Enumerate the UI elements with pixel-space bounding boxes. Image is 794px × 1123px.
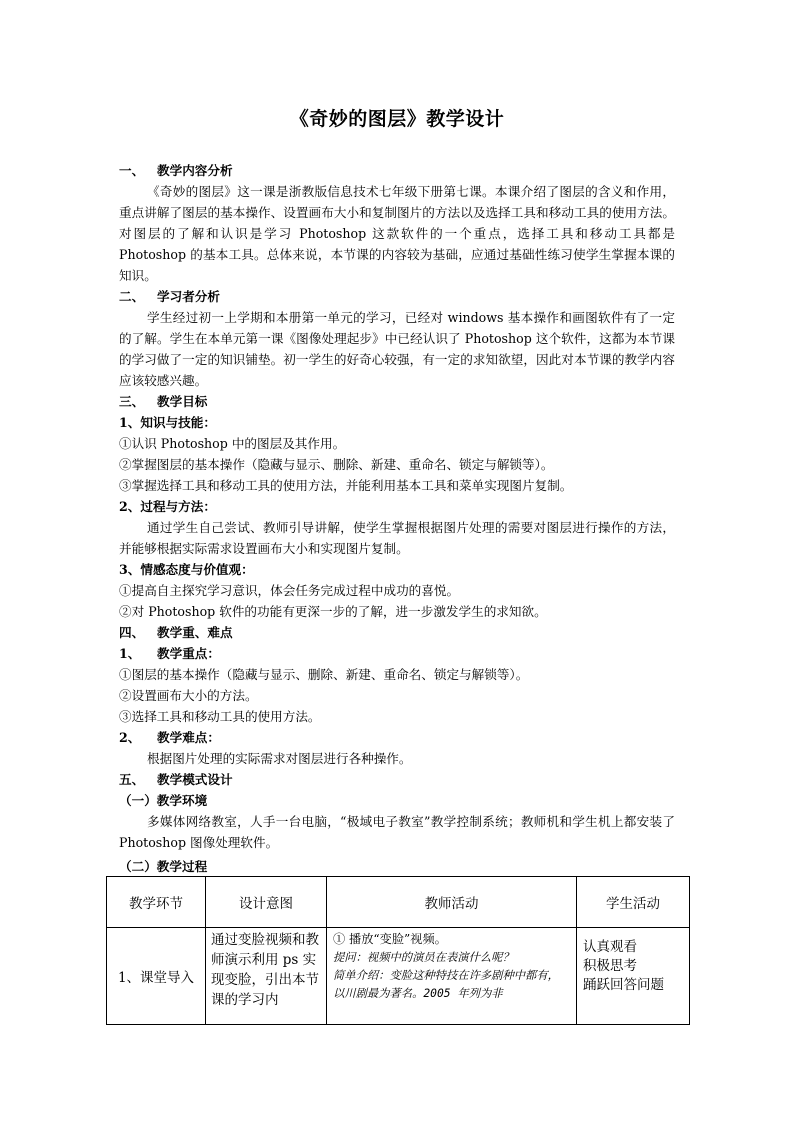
list-item: ②对 Photoshop 软件的功能有更深一步的了解，进一步激发学生的求知欲。 xyxy=(119,604,547,619)
subheading: （一）教学环境 xyxy=(119,793,208,808)
teacher-main: ① 播放“变脸”视频。 xyxy=(333,932,447,946)
student-activity-cell xyxy=(577,928,690,1025)
list-item: ②掌握图层的基本操作（隐藏与显示、删除、新建、重命名、锁定与解锁等）。 xyxy=(119,457,554,472)
list-item: ②设置画布大小的方法。 xyxy=(119,688,258,703)
table-header-row xyxy=(107,877,690,928)
section-heading: 二、 学习者分析 xyxy=(119,289,220,304)
teacher-intro: 简单介绍：变脸这种特技在许多剧种中都有，以川剧最为著名。2005 年列为非 xyxy=(333,969,559,1000)
column-header: 学生活动 xyxy=(577,877,690,928)
subheading: 2、 教学难点： xyxy=(119,730,220,745)
subheading: 1、 教学重点： xyxy=(119,646,220,661)
paragraph: 通过学生自己尝试、教师引导讲解，使学生掌握根据图片处理的需要对图层进行操作的方法，并能够根据实际需求设置画布大小和实现图片复制。 xyxy=(119,520,675,556)
stage-cell: 1、课堂导入 xyxy=(107,928,206,1025)
paragraph: 《奇妙的图层》这一课是浙教版信息技术七年级下册第七课。本课介绍了图层的含义和作用，重点讲解了图层的基本操作、设置画布大小和复制图片的方法以及选择工具和移动工具的使用方法。对图层的了解和认识是学习 Photoshop 这款软件的一个重点，选择工具和移动工具都是 Photoshop 的基本工具。总体来说，本节课的内容较为基础，应通过基础性练习使学生掌握本课的知识。 xyxy=(119,184,675,283)
list-item: ③掌握选择工具和移动工具的使用方法，并能利用基本工具和菜单实现图片复制。 xyxy=(119,478,573,493)
paragraph: 多媒体网络教室，人手一台电脑，“极域电子教室”教学控制系统；教师机和学生机上都安装了 Photoshop 图像处理软件。 xyxy=(119,814,675,850)
list-item: ①提高自主探究学习意识，体会任务完成过程中成功的喜悦。 xyxy=(119,583,460,598)
subheading: 1、知识与技能： xyxy=(119,415,216,430)
list-item: ③选择工具和移动工具的使用方法。 xyxy=(119,709,321,724)
section-heading: 五、 教学模式设计 xyxy=(119,772,233,787)
paragraph: 根据图片处理的实际需求对图层进行各种操作。 xyxy=(147,751,412,766)
student-item: 积极思考 xyxy=(583,958,637,974)
section-heading: 一、 教学内容分析 xyxy=(119,163,233,178)
teacher-question: 提问：视频中的演员在表演什么呢？ xyxy=(333,951,514,964)
student-item: 踊跃回答问题 xyxy=(583,977,664,993)
teaching-process-table xyxy=(106,876,690,1025)
intent-cell: 通过变脸视频和教师演示利用 ps 实现变脸，引出本节课的学习内 xyxy=(206,928,327,1025)
document-body xyxy=(119,160,675,877)
table-row xyxy=(107,928,690,1025)
subheading: 3、情感态度与价值观： xyxy=(119,562,254,577)
teacher-activity-cell xyxy=(327,928,577,1025)
column-header: 设计意图 xyxy=(206,877,327,928)
list-item: ①认识 Photoshop 中的图层及其作用。 xyxy=(119,436,346,451)
section-heading: 三、 教学目标 xyxy=(119,394,208,409)
document-title: 《奇妙的图层》教学设计 xyxy=(289,108,505,130)
column-header: 教学环节 xyxy=(107,877,206,928)
paragraph: 学生经过初一上学期和本册第一单元的学习，已经对 windows 基本操作和画图软件有了一定的了解。学生在本单元第一课《图像处理起步》中已经认识了 Photoshop 这个软件，这都为本节课的学习做了一定的知识铺垫。初一学生的好奇心较强，有一定的求知欲望，因此对本节课的教学内容应该较感兴趣。 xyxy=(119,310,675,388)
list-item: ①图层的基本操作（隐藏与显示、删除、新建、重命名、锁定与解锁等）。 xyxy=(119,667,529,682)
subheading: 2、过程与方法： xyxy=(119,499,216,514)
column-header: 教师活动 xyxy=(327,877,577,928)
subheading: （二）教学过程 xyxy=(119,859,208,874)
student-item: 认真观看 xyxy=(583,939,637,955)
section-heading: 四、 教学重、难点 xyxy=(119,625,233,640)
